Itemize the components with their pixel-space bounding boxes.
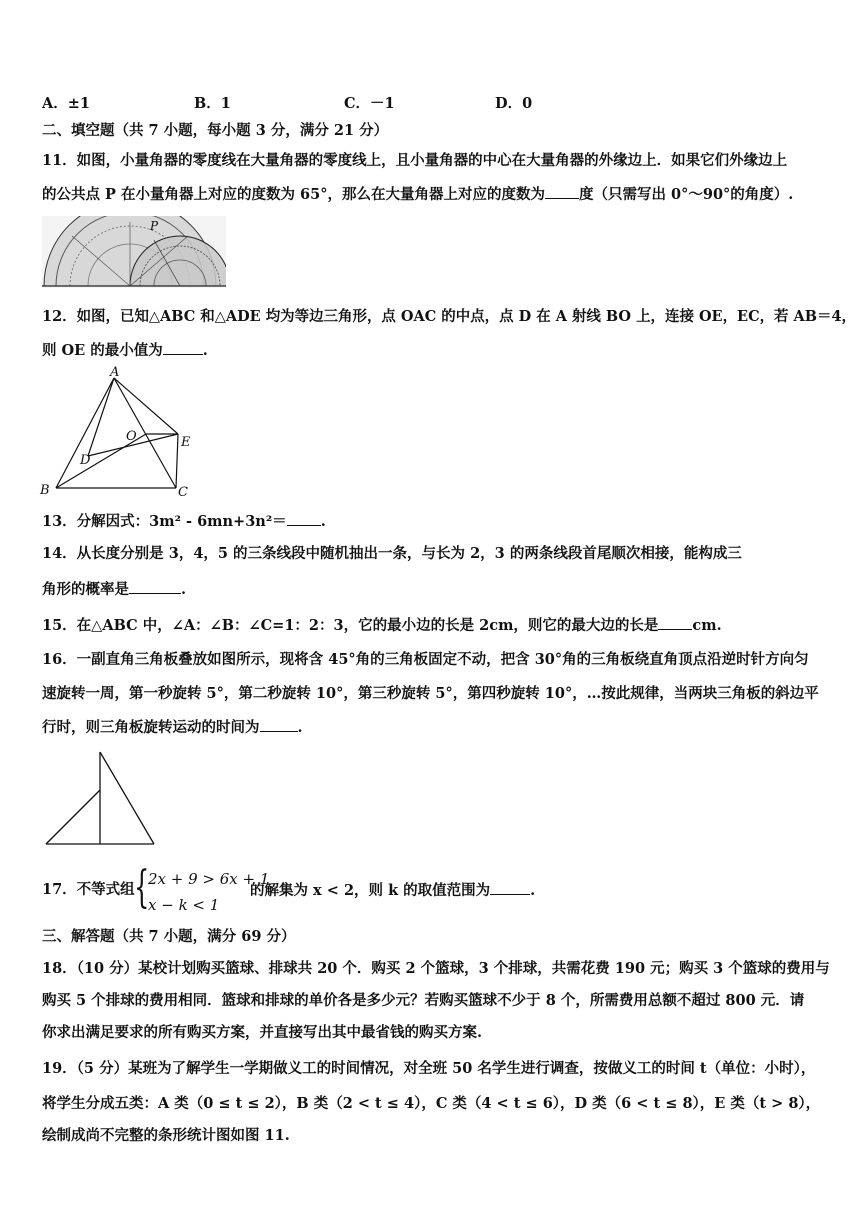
q16-answer-blank xyxy=(260,717,298,732)
q15-text-after-blank: cm. xyxy=(692,617,722,634)
q14-text-after-blank: . xyxy=(181,581,187,598)
q16-text-before-blank: 行时，则三角板旋转运动的时间为 xyxy=(42,719,260,736)
protractor-figure xyxy=(42,216,226,288)
q12-line1: 12．如图，已知△ABC 和△ADE 均为等边三角形，点 OAC 的中点，点 D 在 A 射线 BO 上，连接 OE，EC，若 AB＝4， xyxy=(42,308,856,325)
protractor-label-p: P xyxy=(150,219,159,233)
q13-line xyxy=(42,511,326,532)
option-c: C．－1 xyxy=(344,95,395,112)
option-a: A．±1 xyxy=(42,95,90,112)
q19-line2: 将学生分成五类：A 类（0 ≤ t ≤ 2），B 类（2 < t ≤ 4），C 类（4 < t ≤ 6），D 类（6 < t ≤ 8），E 类（t > 8）， xyxy=(42,1095,821,1112)
q12-text-before-blank: 则 OE 的最小值为 xyxy=(42,342,163,359)
q11-line1: 11．如图，小量角器的零度线在大量角器的零度线上，且小量角器的中心在大量角器的外缘边上．如果它们外缘边上 xyxy=(42,152,788,169)
q15-answer-blank xyxy=(658,615,692,630)
q19-line3: 绘制成尚不完整的条形统计图如图 11. xyxy=(42,1127,290,1144)
q16-line3 xyxy=(42,717,303,738)
q14-line1: 14．从长度分别是 3，4，5 的三条线段中随机抽出一条，与长为 2，3 的两条线段首尾顺次相接，能构成三 xyxy=(42,545,742,562)
q19-line1: 19．（5 分）某班为了解学生一学期做义工的时间情况，对全班 50 名学生进行调查，按做义工的时间 t（单位：小时）， xyxy=(42,1060,816,1077)
q11-text-after-blank: 度（只需写出 0°～90°的角度）. xyxy=(578,186,794,203)
inequality-2: x − k < 1 xyxy=(148,896,220,914)
q14-text-before-blank: 角形的概率是 xyxy=(42,581,129,598)
q14-answer-blank xyxy=(129,579,181,594)
q17-prefix: 17．不等式组 xyxy=(42,881,135,898)
q12-answer-blank xyxy=(163,340,203,355)
q18-line3: 你求出满足要求的所有购买方案，并直接写出其中最省钱的购买方案. xyxy=(42,1024,483,1041)
vertex-label-a: A xyxy=(110,365,120,380)
q16-line2: 速旋转一周，第一秒旋转 5°，第二秒旋转 10°，第三秒旋转 5°，第四秒旋转 10°，…按此规律，当两块三角板的斜边平 xyxy=(42,685,819,702)
q14-line2 xyxy=(42,579,186,600)
vertex-label-o: O xyxy=(126,429,137,444)
option-b: B．1 xyxy=(194,95,231,112)
q15-line xyxy=(42,615,722,636)
system-brace: { xyxy=(134,862,150,913)
q13-text-before-blank: 13．分解因式：3m² - 6mn+3n²＝ xyxy=(42,513,287,530)
q11-answer-blank xyxy=(545,184,579,199)
q18-line1: 18．（10 分）某校计划购买篮球、排球共 20 个．购买 2 个篮球，3 个排球，共需花费 190 元；购买 3 个篮球的费用与 xyxy=(42,960,830,977)
q17-text-before-blank: 的解集为 x < 2，则 k 的取值范围为 xyxy=(250,882,491,899)
vertex-label-b: B xyxy=(40,483,50,498)
q17-suffix xyxy=(250,880,535,901)
vertex-label-d: D xyxy=(80,453,91,468)
q12-line2 xyxy=(42,340,208,361)
q17-text-after-blank: . xyxy=(530,882,536,899)
q16-line1: 16．一副直角三角板叠放如图所示，现将含 45°角的三角板固定不动，把含 30°角的三角板绕直角顶点沿逆时针方向匀 xyxy=(42,651,809,668)
q13-answer-blank xyxy=(287,511,321,526)
triangle-figure xyxy=(38,364,198,502)
q15-text-before-blank: 15．在△ABC 中，∠A：∠B：∠C=1：2：3，它的最小边的长是 2cm，则它的最大边的长是 xyxy=(42,617,659,634)
q16-text-after-blank: . xyxy=(297,719,303,736)
vertex-label-e: E xyxy=(181,435,191,450)
inequality-1: 2x + 9 > 6x + 1 xyxy=(148,870,270,888)
q18-line2: 购买 5 个排球的费用相同．篮球和排球的单价各是多少元？若购买篮球不少于 8 个，所需费用总额不超过 800 元．请 xyxy=(42,992,805,1009)
q12-text-after-blank: . xyxy=(202,342,208,359)
vertex-label-c: C xyxy=(178,485,188,500)
q17-answer-blank xyxy=(490,880,530,895)
q13-text-after-blank: . xyxy=(320,513,326,530)
option-d: D．0 xyxy=(495,95,533,112)
section-heading-fill-in: 二、填空题（共 7 小题，每小题 3 分，满分 21 分） xyxy=(42,122,389,139)
set-square-figure xyxy=(42,748,162,848)
section-heading-solve: 三、解答题（共 7 小题，满分 69 分） xyxy=(42,928,296,945)
q11-line2 xyxy=(42,184,793,205)
q11-text-before-blank: 的公共点 P 在小量角器上对应的度数为 65°，那么在大量角器上对应的度数为 xyxy=(42,186,545,203)
